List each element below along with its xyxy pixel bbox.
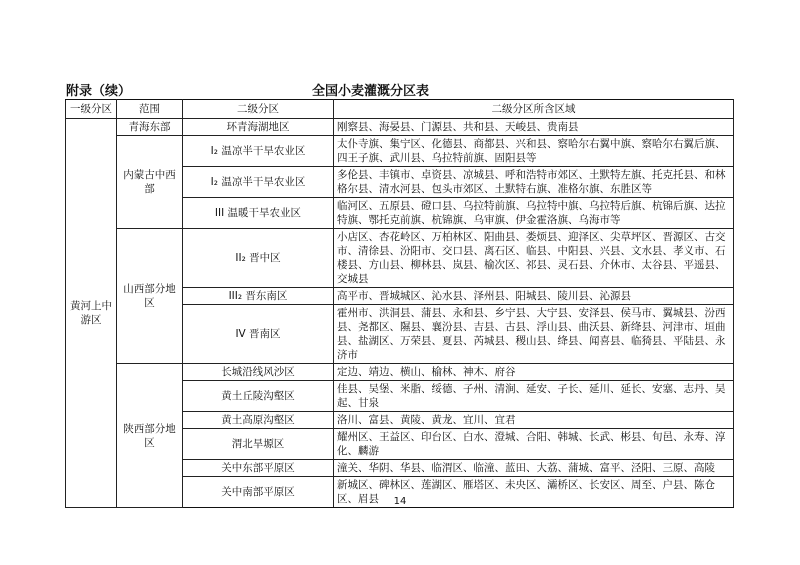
- level1-cell: 黄河上中游区: [66, 119, 117, 508]
- areas-cell: 太仆寺旗、集宁区、化德县、商都县、兴和县、察哈尔右翼中旗、察哈尔右翼后旗、四王子旗、武川县、乌拉特前旗、固阳县等: [334, 136, 734, 167]
- zone-cell: III 温暖干旱农业区: [183, 198, 334, 229]
- range-cell: 陕西部分地区: [117, 364, 183, 508]
- appendix-label: 附录（续）: [66, 84, 132, 99]
- table-row: [66, 119, 734, 136]
- zone-cell: 黄土高原沟壑区: [183, 412, 334, 429]
- areas-cell: 刚察县、海晏县、门源县、共和县、天峻县、贵南县: [334, 119, 734, 136]
- areas-cell: 潼关、华阴、华县、临渭区、临潼、蓝田、大荔、蒲城、富平、泾阳、三原、高陵: [334, 460, 734, 477]
- areas-cell: 临河区、五原县、磴口县、乌拉特前旗、乌拉特中旗、乌拉特后旗、杭锦后旗、达拉特旗、鄂托克前旗、杭锦旗、乌审旗、伊金霍洛旗、乌海市等: [334, 198, 734, 229]
- table-title: 全国小麦灌溉分区表: [312, 84, 430, 99]
- range-cell: 山西部分地区: [117, 229, 183, 364]
- areas-cell: 洛川、富县、黄陵、黄龙、宜川、宜君: [334, 412, 734, 429]
- areas-cell: 多伦县、丰镇市、卓资县、凉城县、呼和浩特市郊区、土默特左旗、托克托县、和林格尔县、清水河县、包头市郊区、土默特右旗、准格尔旗、东胜区等: [334, 167, 734, 198]
- zone-cell: IV 晋南区: [183, 305, 334, 364]
- zone-cell: 关中东部平原区: [183, 460, 334, 477]
- zone-cell: 渭北旱塬区: [183, 429, 334, 460]
- page-number: 14: [393, 496, 407, 507]
- zone-cell: 长城沿线风沙区: [183, 364, 334, 381]
- areas-cell: 新城区、碑林区、莲湖区、雁塔区、未央区、灞桥区、长安区、周至、户县、陈仓区、眉县: [334, 477, 734, 508]
- areas-cell: 小店区、杏花岭区、万柏林区、阳曲县、娄烦县、迎泽区、尖草坪区、晋源区、古交市、清徐县、汾阳市、交口县、离石区、临县、中阳县、兴县、文水县、孝义市、石楼县、方山县、柳林县、岚县、榆次区、祁县、灵石县、介休市、太谷县、平遥县、交城县: [334, 229, 734, 288]
- areas-cell: 霍州市、洪洞县、蒲县、永和县、乡宁县、大宁县、安泽县、侯马市、翼城县、汾西县、尧都区、隰县、襄汾县、吉县、古县、浮山县、曲沃县、新绛县、河津市、垣曲县、盐湖区、万荣县、夏县、芮城县、稷山县、绛县、闻喜县、临猗县、平陆县、永济市: [334, 305, 734, 364]
- zone-cell: I₂ 温凉半干旱农业区: [183, 136, 334, 167]
- areas-cell: 定边、靖边、横山、榆林、神木、府谷: [334, 364, 734, 381]
- areas-cell: 耀州区、王益区、印台区、白水、澄城、合阳、韩城、长武、彬县、旬邑、永寿、淳化、麟游: [334, 429, 734, 460]
- range-cell: 内蒙古中西部: [117, 136, 183, 229]
- table-row: [66, 364, 734, 381]
- zone-cell: I₂ 温凉半干旱农业区: [183, 167, 334, 198]
- zone-cell: 黄土丘陵沟壑区: [183, 381, 334, 412]
- irrigation-zone-table: [65, 99, 734, 508]
- areas-cell: 高平市、晋城城区、沁水县、泽州县、阳城县、陵川县、沁源县: [334, 288, 734, 305]
- table-header-row: [66, 100, 734, 119]
- zone-cell: III₂ 晋东南区: [183, 288, 334, 305]
- zone-cell: 环青海湖地区: [183, 119, 334, 136]
- table-row: [66, 136, 734, 167]
- header-level2: 二级分区: [183, 100, 334, 119]
- zone-cell: II₂ 晋中区: [183, 229, 334, 288]
- table-row: [66, 229, 734, 288]
- zone-cell: 关中南部平原区: [183, 477, 334, 508]
- header-areas: 二级分区所含区域: [334, 100, 734, 119]
- header-range: 范围: [117, 100, 183, 119]
- areas-cell: 佳县、吴堡、米脂、绥德、子州、清涧、延安、子长、延川、延长、安塞、志丹、吴起、甘泉: [334, 381, 734, 412]
- header-level1: 一级分区: [66, 100, 117, 119]
- range-cell: 青海东部: [117, 119, 183, 136]
